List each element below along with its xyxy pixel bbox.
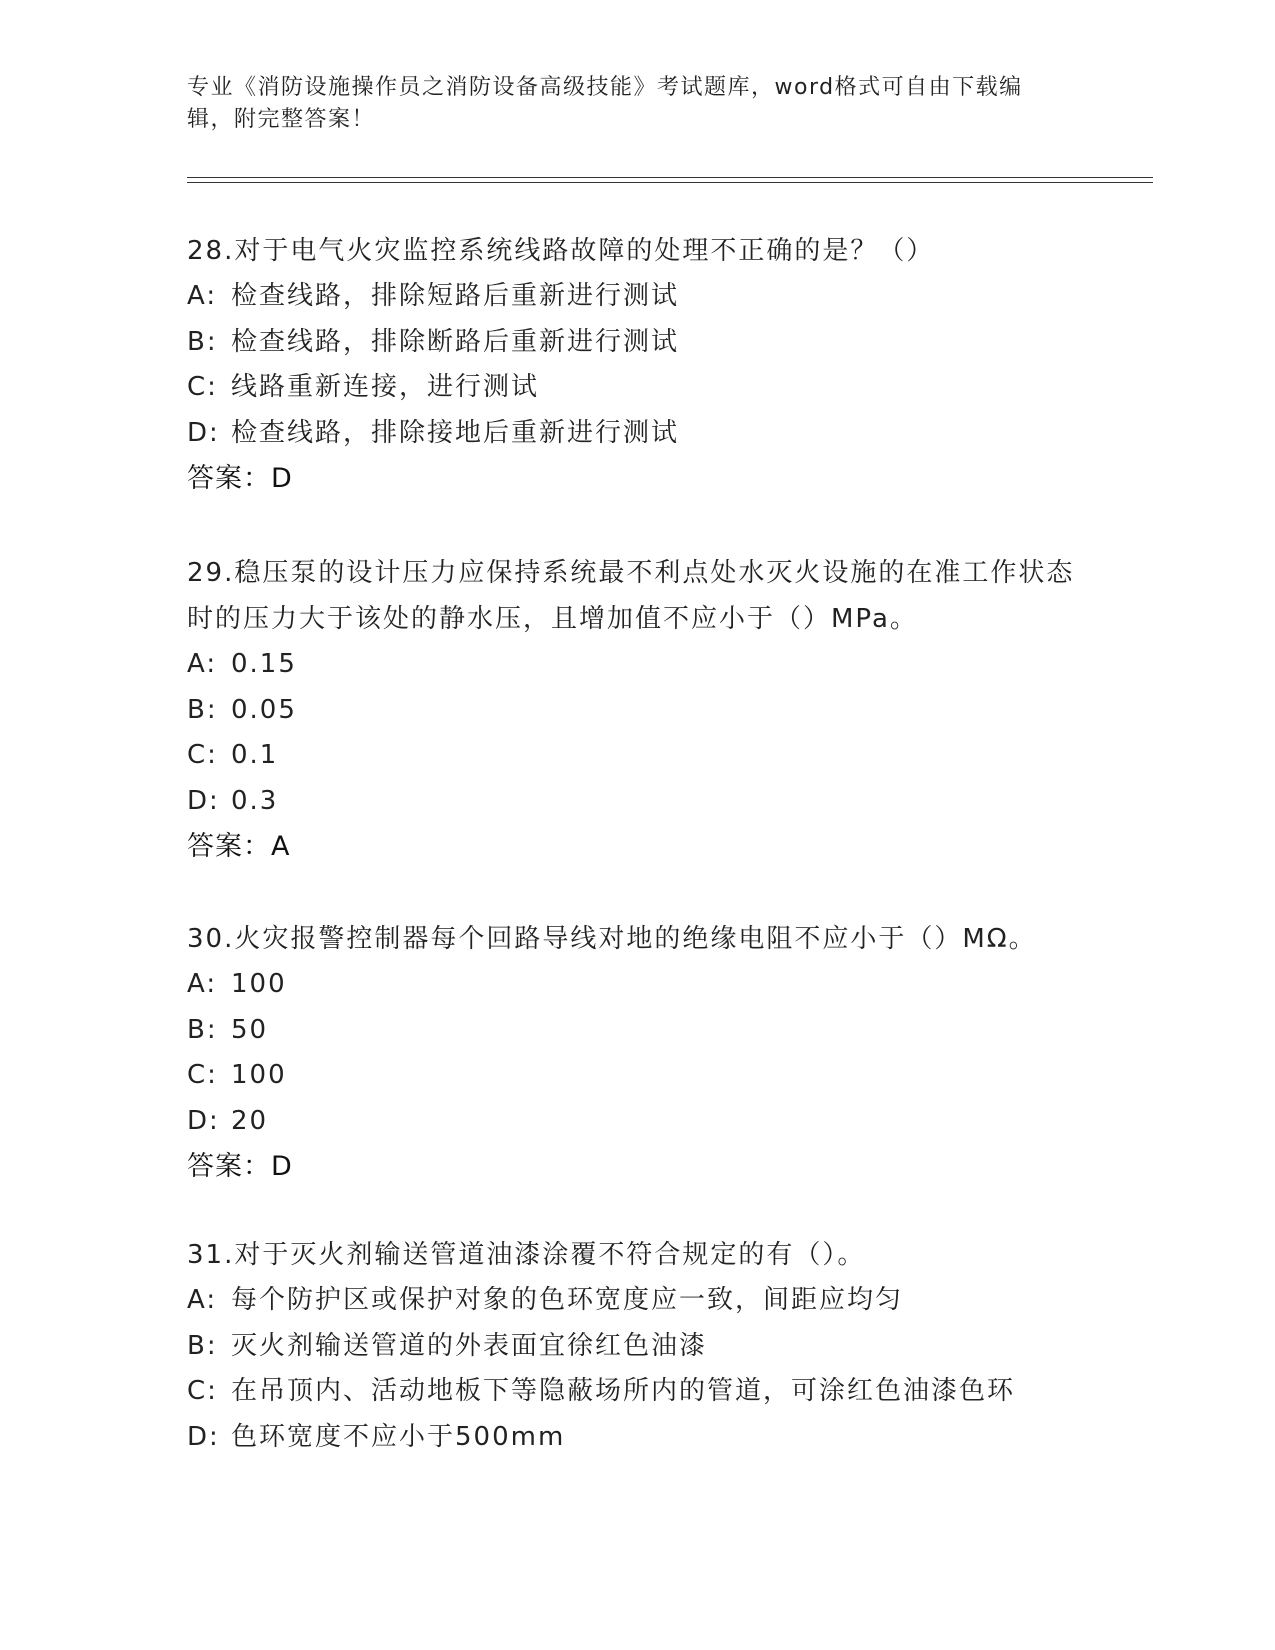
option-d xyxy=(187,1099,1087,1145)
option-letter: B: xyxy=(187,1330,218,1361)
header-divider-bottom xyxy=(187,182,1153,183)
question-30 xyxy=(187,916,1087,1190)
option-text: 0.3 xyxy=(231,785,279,816)
option-letter: A: xyxy=(187,969,218,999)
option-letter: C: xyxy=(187,1060,218,1090)
header-divider-top xyxy=(187,177,1153,178)
answer-line: 答案：D xyxy=(187,463,293,494)
option-text: 100 xyxy=(231,969,287,999)
option-text: 线路重新连接，进行测试 xyxy=(231,372,540,402)
question-28 xyxy=(187,228,1087,502)
option-letter: A: xyxy=(187,281,218,311)
question-stem: 31.对于灭火剂输送管道油漆涂覆不符合规定的有（）。 xyxy=(187,1240,866,1270)
option-text: 检查线路，排除接地后重新进行测试 xyxy=(231,417,680,448)
option-letter: A: xyxy=(187,1285,218,1315)
option-letter: D: xyxy=(187,785,220,816)
answer-line: 答案：D xyxy=(187,1151,293,1182)
option-a xyxy=(187,962,1087,1008)
option-letter: C: xyxy=(187,372,218,402)
option-text: 0.1 xyxy=(231,740,279,770)
option-text: 0.05 xyxy=(231,694,297,725)
option-text: 100 xyxy=(231,1060,287,1090)
option-a xyxy=(187,1278,1087,1324)
option-text: 50 xyxy=(231,1014,269,1045)
option-letter: B: xyxy=(187,326,218,357)
option-text: 灭火剂输送管道的外表面宜徐红色油漆 xyxy=(231,1330,708,1361)
question-31 xyxy=(187,1232,1087,1460)
option-letter: C: xyxy=(187,740,218,770)
option-text: 检查线路，排除短路后重新进行测试 xyxy=(231,281,680,311)
option-text: 20 xyxy=(231,1105,269,1136)
option-b xyxy=(187,320,1087,366)
option-c xyxy=(187,1053,1087,1099)
option-a xyxy=(187,642,1087,688)
option-letter: D: xyxy=(187,1421,220,1452)
answer-line: 答案：A xyxy=(187,831,291,862)
option-c xyxy=(187,733,1087,779)
question-stem: 28.对于电气火灾监控系统线路故障的处理不正确的是？（） xyxy=(187,236,935,266)
option-letter: B: xyxy=(187,1014,218,1045)
option-text: 在吊顶内、活动地板下等隐蔽场所内的管道，可涂红色油漆色环 xyxy=(231,1376,1016,1406)
option-d xyxy=(187,411,1087,457)
document-header: 专业《消防设施操作员之消防设备高级技能》考试题库，word格式可自由下载编辑，附完整答案！ xyxy=(187,75,1023,132)
option-letter: D: xyxy=(187,1105,220,1136)
option-a xyxy=(187,274,1087,320)
option-text: 0.15 xyxy=(231,649,297,679)
option-c xyxy=(187,1369,1087,1415)
option-text: 色环宽度不应小于500mm xyxy=(231,1421,566,1452)
option-c xyxy=(187,365,1087,411)
question-stem: 30.火灾报警控制器每个回路导线对地的绝缘电阻不应小于（）MΩ。 xyxy=(187,924,1037,954)
option-letter: B: xyxy=(187,694,218,725)
option-d xyxy=(187,779,1087,825)
option-letter: C: xyxy=(187,1376,218,1406)
option-text: 每个防护区或保护对象的色环宽度应一致，间距应均匀 xyxy=(231,1285,904,1315)
option-text: 检查线路，排除断路后重新进行测试 xyxy=(231,326,680,357)
option-b xyxy=(187,688,1087,734)
option-d xyxy=(187,1415,1087,1461)
option-b xyxy=(187,1324,1087,1370)
question-stem: 29.稳压泵的设计压力应保持系统最不利点处水灭火设施的在准工作状态时的压力大于该处的静水压，且增加值不应小于（）MPa。 xyxy=(187,558,1075,634)
option-b xyxy=(187,1008,1087,1054)
option-letter: D: xyxy=(187,417,220,448)
question-29 xyxy=(187,550,1087,870)
option-letter: A: xyxy=(187,649,218,679)
